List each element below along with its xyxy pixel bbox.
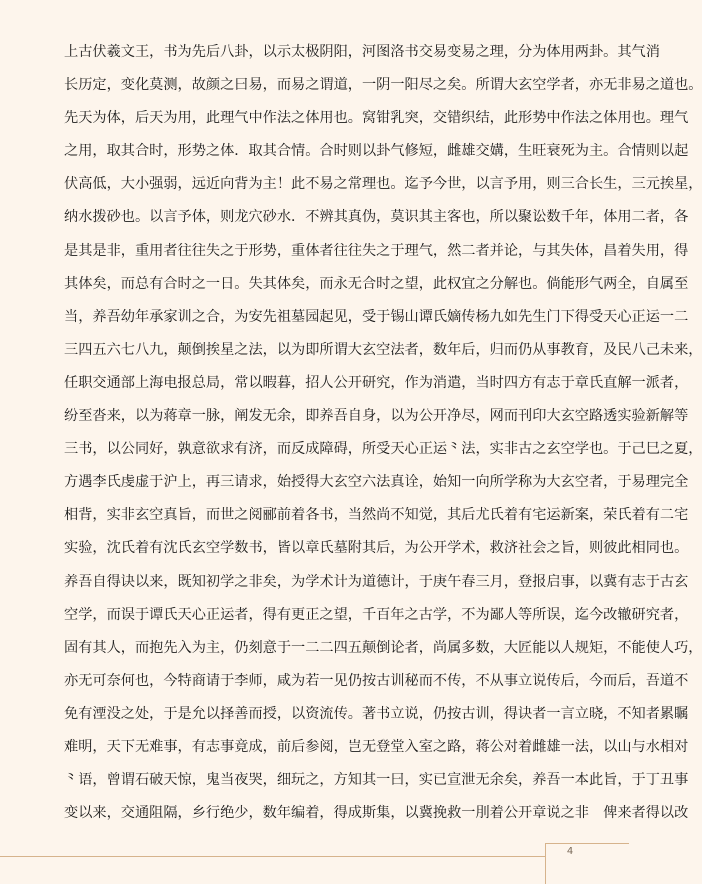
text-line: 伏高低，大小强弱，远近向背为主！此不易之常理也。迄予今世，以言予用，则三合长生，三元挨星，: [64, 176, 702, 193]
text-line: 实验，沈氏着有沈氏玄空学数书，皆以章氏墓附其后，为公开学术，救济社会之旨，则彼此相同也。: [64, 540, 689, 557]
text-line: 上古伏羲文王，书为先后八卦，以示太极阴阳，河图洛书交易变易之理，分为体用两卦。其气消: [64, 44, 660, 60]
text-line: 养吾自得诀以来，既知初学之非矣，为学术计为道德计，于庚午春三月，登报启事，以冀有志于古玄: [64, 573, 689, 590]
text-line: 三书，以公同好，孰意欲求有济，而反成障碍，所受天心正运⺀法，实非古之玄空学也。于己巳之夏，: [64, 441, 702, 458]
text-line: 亦无可奈何也，今特商请于李师，咸为若一见仍按古训秘而不传，不从事立说传后，今而后，吾道不: [64, 672, 689, 689]
text-line: 变以来，交通阻隔，乡行绝少，数年编着，得成斯集，以冀挽救一刖着公开章说之非 俾来者得以改: [64, 805, 689, 822]
page-number: 4: [566, 846, 574, 857]
text-line: 纳水拨砂也。以言予体，则龙穴砂水．不辨其真伪，莫识其主客也，所以聚讼数千年，体用二者，各: [64, 209, 689, 226]
text-line: 相背，实非玄空真旨，而世之阅郦前着各书，当然尚不知觉，其后尤氏着有宅运新案，荣氏着有二宅: [64, 507, 689, 524]
text-line: 纷至沓来，以为蒋章一脉，阐发无余，即养吾自身，以为公开净尽，网而刊印大玄空路透实验新解等: [64, 408, 689, 425]
text-line: 免有湮没之处，于是允以择善而授，以资流传。著书立说，仍按古训，得诀者一言立晓，不知者累瞩: [64, 705, 689, 722]
text-line: 空学，而误于谭氏天心正运者，得有更正之望，千百年之古学，不为鄙人等所误，迄今改辙研究者，: [64, 606, 689, 623]
text-line: 长历定，变化莫测，故颜之曰易，而易之谓道，一阴一阳尽之矣。所谓大玄空学者，亦无非易之道也。: [64, 77, 702, 94]
text-line: 先天为体，后天为用，此理气中作法之体用也。窝钳乳突，交错织结，此形势中作法之体用也。理气: [64, 110, 689, 127]
text-line: 方遇李氏虔虚于沪上，再三请求，始授得大玄空六法真诠，始知一向所学称为大玄空者，于易理完全: [64, 474, 689, 491]
text-line: 是其是非，重用者往往失之于形势，重体者往往失之于理气，然二者并论，与其失体，昌着失用，得: [64, 242, 689, 259]
text-line: 难明，天下无难事，有志事竟成，前后参阅，岂无登堂入室之路，蒋公对着雌雄一法，以山与水相对: [64, 738, 689, 755]
body-text: [64, 36, 702, 830]
text-line: 三四五六七八九，颠倒挨星之法，以为即所谓大玄空法者，数年后，归而仍从事教育，及民八己未来，: [64, 341, 702, 358]
page-number-box: [545, 843, 629, 884]
text-line: 之用，取其合时，形势之体．取其合情。合时则以卦气修短，雌雄交媾，生旺衰死为主。合情则以起: [64, 143, 689, 160]
text-line: 任职交通部上海电报总局，常以暇暮，招人公开研究，作为消遣，当时四方有志于章氏直解一派者，: [64, 374, 689, 391]
text-line: 固有其人，而抱先入为主，仍刻意于一二二四五颠倒论者，尚属多数，大匠能以人规矩，不能使人巧，: [64, 639, 702, 656]
text-line: 当，养吾幼年承家训之合，为安先祖墓园起见，受于锡山谭氏嫡传杨九如先生门下得受天心正运一二: [64, 308, 689, 325]
text-line: ⺀语，曾谓石破天惊，鬼当夜哭，细玩之，方知其一曰，实已宣泄无余矣，养吾一本此旨，于丁丑事: [64, 772, 689, 789]
text-line: 其体矣，而总有合时之一日。失其体矣，而永无合时之望，此权宜之分解也。倘能形气两全，自属至: [64, 275, 689, 292]
footer-rule: [0, 856, 545, 857]
